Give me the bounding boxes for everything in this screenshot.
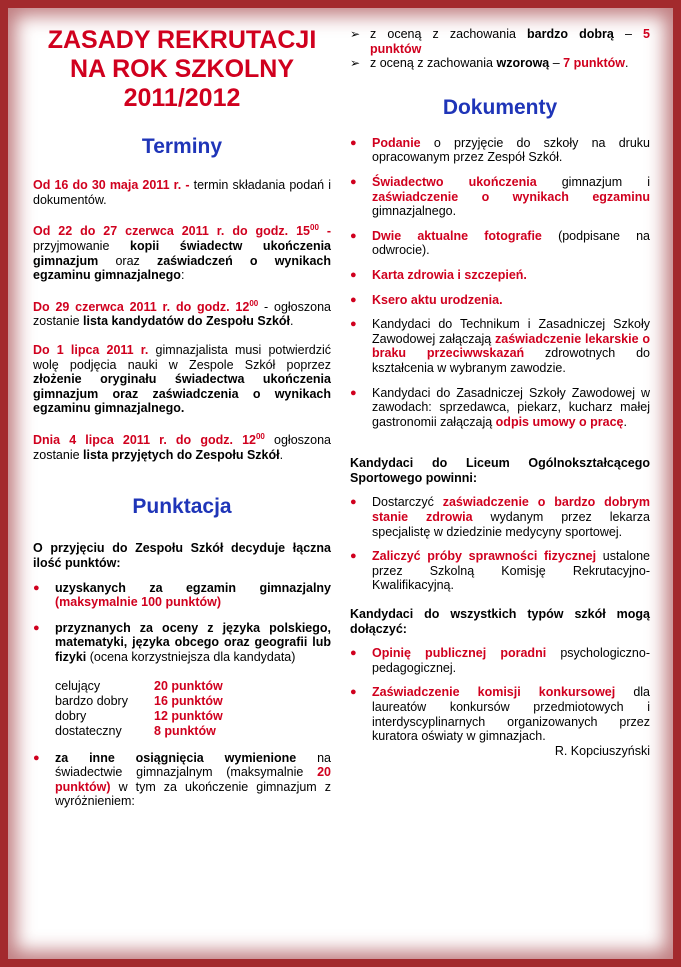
all-schools-intro: Kandydaci do wszystkich typów szkół mogą dołączyć: [350, 607, 650, 636]
behavior-item-very-good: ➢ z oceną z zachowania bardzo dobrą – 5 punktów [350, 27, 650, 56]
grade-row: celujący 20 punktów [55, 678, 223, 693]
title-line-2: NA ROK SZKOLNY [69, 55, 295, 83]
points-item-exam: ● uzyskanych za egzamin gimnazjalny (maksymalnie 100 punktów) [33, 581, 331, 610]
document-item-work-contract: ● Kandydaci do Zasadniczej Szkoły Zawodowej w zawodach: sprzedawca, piekarz, kucharz małej gastronomii załączają odpis umowy o pracę. [350, 386, 650, 430]
all-item-competition: ● Zaświadczenie komisji konkursowej dla laureatów konkursów przedmiotowych i interdyscyplinarnych organizowanych przez kuratora oświaty w gimnazjach. [350, 685, 650, 743]
date: Do 29 czerwca 2011 r. do godz. $12^{00}$ [33, 298, 259, 314]
left-column [33, 26, 331, 809]
terminy-entry-5: Dnia 4 lipca 2011 r. do godz. $12^{00}$ ogłoszona zostanie lista przyjętych do Zespołu Szkół. [33, 432, 332, 462]
signature: R. Kopciuszyński [554, 743, 650, 758]
document-item-medical: ● Kandydaci do Technikum i Zasadniczej Szkoły Zawodowej załączają zaświadczenie lekarskie o braku przeciwwskazań zdrowotnych do kształcenia w wybranym zawodzie. [350, 317, 650, 375]
grade-row: bardzo dobry 16 punktów [55, 693, 223, 708]
document-item-birth-cert: ● Ksero aktu urodzenia. [350, 293, 650, 308]
terminy-entry-4: Do 1 lipca 2011 r. gimnazjalista musi potwierdzić wolę podjęcia nauki w Zespole Szkół poprzez złożenie oryginału świadectwa ukończenia gimnazjum oraz zaświadczenia o wynikach egzaminu gimnazjalnego. [33, 343, 331, 416]
points-item-grades: ● przyznanych za oceny z języka polskiego, matematyki, języka obcego oraz geografii lub fizyki (ocena korzystniejsza dla kandydata) [33, 621, 331, 665]
document-item-certificate: ● Świadectwo ukończenia gimnazjum i zaświadczenie o wynikach egzaminu gimnazjalnego. [350, 175, 650, 219]
grade-row: dobry 12 punktów [55, 708, 223, 723]
punktacja-intro: O przyjęciu do Zespołu Szkół decyduje łączna ilość punktów: [33, 541, 331, 570]
grades-table [55, 679, 223, 739]
points-item-achievements: ● za inne osiągnięcia wymienione na świadectwie gimnazjalnym (maksymalnie 20 punktów) w tym za ukończenie gimnazjum z wyróżnieniem: [33, 751, 331, 809]
date: Od 22 do 27 czerwca 2011 r. do godz. $15^{00}$ - [33, 223, 331, 239]
title-line-1: ZASADY REKRUTACJI [47, 26, 317, 54]
sport-item-health: ● Dostarczyć zaświadczenie o bardzo dobrym stanie zdrowia wydanym przez lekarza specjalistę w dziedzinie medycyny sportowej. [350, 495, 650, 539]
page-title [33, 26, 331, 113]
all-item-opinion: ● Opinię publicznej poradni psychologiczno-pedagogicznej. [350, 646, 650, 675]
document-item-application: ● Podanie o przyjęcie do szkoły na druku opracowanym przez Zespół Szkół. [350, 136, 650, 165]
behavior-item-exemplary: ➢ z oceną z zachowania wzorową – 7 punktów. [350, 56, 650, 71]
terminy-heading: Terminy [141, 135, 223, 158]
sport-intro: Kandydaci do Liceum Ogólnokształcącego Sportowego powinni: [350, 456, 650, 485]
terminy-entry-2: Od 22 do 27 czerwca 2011 r. do godz. $15^{00}$ - przyjmowanie kopii świadectw ukończenia gimnazjum oraz zaświadczeń o wynikach egzaminu gimnazjalnego: [33, 223, 332, 283]
sport-item-fitness: ● Zaliczyć próby sprawności fizycznej ustalone przez Szkolną Komisję Rekrutacyjno-Kwalifikacyjną. [350, 549, 650, 593]
right-column [350, 27, 650, 758]
date: Dnia 4 lipca 2011 r. do godz. $12^{00}$ [33, 432, 265, 448]
terminy-entry-3: Do 29 czerwca 2011 r. do godz. $12^{00}$ - ogłoszona zostanie lista kandydatów do Zespołu Szkół. [33, 298, 331, 329]
date: Od 16 do 30 maja 2011 r. - [33, 178, 190, 192]
document-item-health-card: ● Karta zdrowia i szczepień. [350, 268, 650, 283]
document-item-photos: ● Dwie aktualne fotografie (podpisane na odwrocie). [350, 229, 650, 258]
date: Do 1 lipca 2011 r. [33, 343, 149, 358]
grade-row: dostateczny 8 punktów [55, 723, 216, 738]
title-line-3: 2011/2012 [123, 84, 241, 112]
punktacja-heading: Punktacja [132, 495, 232, 519]
dokumenty-heading: Dokumenty [442, 95, 558, 119]
terminy-entry-1 [33, 178, 331, 207]
text: termin składania podań i dokumentów. [33, 178, 331, 207]
